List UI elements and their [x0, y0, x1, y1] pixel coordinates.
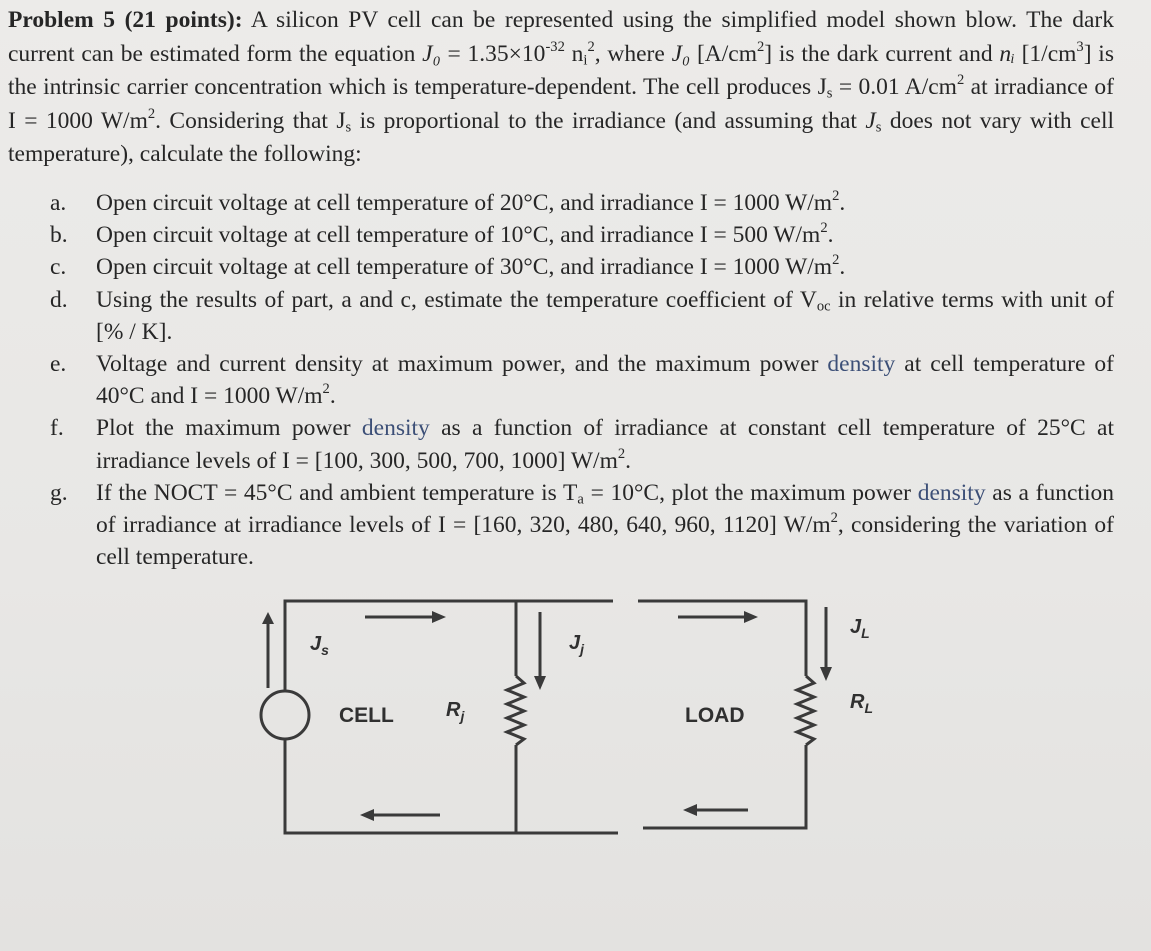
question-item-b: b. Open circuit voltage at cell temperature of 10°C, and irradiance I = 500 $W/m^2$.	[50, 219, 1114, 251]
shunt-resistor-icon	[507, 676, 524, 745]
question-letter: f.	[50, 415, 64, 442]
load-bottom-wire	[643, 745, 806, 828]
arrowhead-icon	[432, 611, 446, 623]
cell-top-wire	[285, 601, 613, 692]
jj-label: $J_j$	[569, 632, 585, 657]
current-source-icon	[261, 691, 309, 739]
js-label: $J_s$	[310, 633, 329, 658]
arrowhead-icon	[262, 612, 274, 624]
question-letter: c.	[50, 254, 67, 281]
load-label: LOAD	[685, 704, 745, 727]
question-item-a: a. Open circuit voltage at cell temperature of 20°C, and irradiance I = 1000 $W/m^2$.	[50, 187, 1114, 219]
question-letter: a.	[50, 190, 67, 216]
question-letter: e.	[50, 351, 67, 378]
arrowhead-icon	[744, 611, 758, 623]
question-letter: d.	[50, 286, 68, 313]
jl-label: $J_L$	[850, 616, 870, 641]
question-item-c: c. Open circuit voltage at cell temperature of 30°C, and irradiance I = 1000 $W/m^2$.	[50, 251, 1114, 283]
cell-bottom-wire	[285, 739, 618, 833]
arrowhead-icon	[534, 676, 546, 690]
question-letter: b.	[50, 222, 68, 249]
rj-label: $R_j$	[446, 699, 465, 724]
load-resistor-icon	[797, 676, 814, 745]
problem-text: A silicon PV cell can be represented using the simplified model shown blow. The dark current can be estimated form the equation	[8, 7, 1114, 67]
problem-statement: Problem 5 (21 points): A silicon PV cell can be represented using the simplified model shown blow. The dark current can be estimated form the equation $J_0 = 1.35\times 10^{-32}$ $n_i^2$, where J₀ $[A/cm^2]$ is the dark current and nᵢ $[1/cm^3]$ is the intrinsic carrier concentration which is temperature-dependent. The cell produces $J_s = 0.01$ $A/cm^2$ at irradiance of I = 1000 $W/m^2$. Considering that $J_s$ is proportional to the irradiance (and assuming that $J_s$ does not vary with cell temperature), calculate the following:	[8, 7, 1115, 168]
arrowhead-icon	[820, 667, 832, 681]
arrowhead-icon	[683, 804, 697, 816]
question-item-d: d. Using the results of part, a and c, estimate the temperature coefficient of $V_{oc}$ in relative terms with unit of [% / K].	[50, 284, 1114, 348]
problem-heading: Problem 5 (21 points):	[8, 7, 243, 33]
question-letter: g.	[50, 479, 68, 506]
question-item-e: e. Voltage and current density at maximum power, and the maximum power density at cell temperature of 40°C and I = 1000 $W/m^2$.	[50, 348, 1114, 412]
cell-label: CELL	[339, 704, 394, 727]
arrowhead-icon	[360, 809, 374, 821]
load-top-wire	[638, 601, 806, 676]
rl-label: $R_L$	[850, 691, 874, 716]
question-item-g: g. If the NOCT = 45°C and ambient temperature is $T_a = 10^\circ C$, plot the maximum power density as a function of irradiance at irradiance levels of I = [160, 320, 480, 640, 960, 1120] $W/m^2$, considering the variation of cell temperature.	[50, 477, 1114, 574]
question-item-f: f. Plot the maximum power density as a function of irradiance at constant cell temperature of 25°C at irradiance levels of I = [100, 300, 500, 700, 1000] $W/m^2$.	[50, 412, 1114, 476]
